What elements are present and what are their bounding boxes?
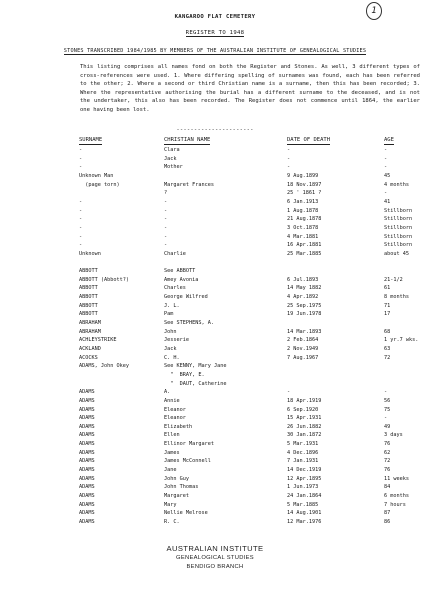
christian-name-cell: -	[164, 207, 168, 214]
surname-cell: ADAMS	[79, 458, 95, 465]
date-of-death-cell: 7 Jan.1931	[287, 458, 319, 465]
surname-cell: ADAMS	[79, 518, 95, 525]
christian-name-cell: R. C.	[164, 518, 180, 525]
table-row	[0, 406, 430, 414]
christian-name-cell: Nellie Melrose	[164, 510, 208, 517]
age-cell: 4 months	[384, 181, 409, 188]
date-of-death-cell: 25 Sep.1975	[287, 302, 322, 309]
table-row	[0, 181, 430, 189]
surname-cell: ADAMS	[79, 493, 95, 499]
christian-name-cell: Amey Avonia	[164, 276, 199, 283]
table-row	[0, 354, 430, 362]
page-number: 1	[366, 2, 382, 20]
date-of-death-cell: 4 Dec.1896	[287, 449, 319, 456]
christian-name-cell: -	[164, 224, 168, 231]
age-cell: 3 days	[384, 432, 403, 439]
surname-cell: ACKLAND	[79, 345, 101, 352]
date-of-death-cell: 2 Feb.1864	[287, 337, 319, 344]
table-row	[0, 241, 430, 249]
table-row	[0, 284, 430, 292]
christian-name-cell: James	[164, 449, 180, 456]
table-row	[0, 328, 430, 336]
surname-cell: ACHLEYSTRIKE	[79, 337, 117, 344]
surname-cell: -	[79, 216, 83, 223]
date-of-death-cell: 12 Mar.1976	[287, 518, 322, 525]
christian-name-cell: Eleanor	[164, 406, 186, 413]
surname-cell: ADAMS	[79, 441, 95, 448]
christian-name-cell: John	[164, 328, 177, 335]
date-of-death-cell: 14 Aug.1901	[287, 510, 322, 517]
table-row	[0, 371, 430, 379]
table-row	[0, 302, 430, 310]
column-header-date-of-death: DATE OF DEATH	[287, 137, 331, 143]
date-of-death-cell: 6 Jan.1913	[287, 198, 319, 205]
christian-name-cell: John Guy	[164, 475, 189, 482]
surname-cell: ABRAHAM	[79, 328, 101, 335]
table-row	[0, 431, 430, 439]
table-row	[0, 449, 430, 457]
age-cell: 7 hours	[384, 501, 406, 508]
table-row	[0, 414, 430, 422]
surname-cell: (page torn)	[79, 181, 120, 188]
table-row	[0, 319, 430, 327]
christian-name-cell: Jane	[164, 467, 177, 474]
table-row	[0, 258, 430, 266]
footer-genealogical: GENEALOGICAL STUDIES	[176, 555, 254, 561]
table-row	[0, 267, 430, 275]
table-row	[0, 146, 430, 154]
age-cell: Stillborn	[384, 242, 413, 249]
date-of-death-cell: -	[287, 155, 291, 162]
table-row	[0, 509, 430, 517]
date-of-death-cell: 4 Mar.1881	[287, 233, 319, 240]
age-cell: -	[384, 389, 388, 396]
separator-dashes: ----------------------	[176, 127, 254, 133]
footer-branch: BENDIGO BRANCH	[186, 564, 244, 570]
surname-cell: -	[79, 207, 83, 214]
table-row	[0, 457, 430, 465]
surname-cell: Unknown	[79, 250, 101, 257]
christian-name-cell: See STEPHENS, A.	[164, 320, 214, 326]
column-header-christian-name: CHRISTIAN NAME	[164, 137, 211, 143]
table-row	[0, 250, 430, 258]
subtitle-text: REGISTER TO 1948	[185, 30, 245, 36]
document-subtitle	[0, 30, 430, 36]
age-cell: 11 weeks	[384, 475, 409, 482]
age-cell: 8 months	[384, 294, 409, 301]
age-cell: 86	[384, 518, 391, 525]
age-cell: 87	[384, 510, 391, 517]
age-cell: 21-1/2	[384, 276, 403, 283]
christian-name-cell: See ABBOTT	[164, 268, 196, 275]
age-cell: -	[384, 147, 388, 153]
age-cell: Stillborn	[384, 207, 413, 214]
surname-cell: ADAMS	[79, 432, 95, 439]
date-of-death-cell: 18 Apr.1919	[287, 397, 322, 404]
christian-name-cell: -	[164, 198, 168, 205]
christian-name-cell: Mother	[164, 164, 183, 171]
christian-name-cell: Pam	[164, 311, 174, 318]
age-cell: -	[384, 415, 388, 422]
christian-name-cell: Elizabeth	[164, 423, 193, 430]
surname-cell: ADAMS	[79, 484, 95, 491]
christian-name-cell: Jack	[164, 155, 177, 162]
footer-institute: AUSTRALIAN INSTITUTE	[166, 544, 264, 553]
age-cell: Stillborn	[384, 224, 413, 231]
christian-name-cell: -	[164, 233, 168, 240]
surname-cell: ADAMS	[79, 501, 95, 508]
date-of-death-cell: 4 Apr.1892	[287, 294, 319, 301]
christian-name-cell: Ellen	[164, 432, 180, 439]
date-of-death-cell: 1 Aug.1878	[287, 207, 319, 214]
christian-name-cell: Charlie	[164, 250, 186, 257]
date-of-death-cell: 25 ' 1861 ?	[287, 190, 322, 197]
christian-name-cell: John Thomas	[164, 484, 199, 491]
surname-cell: ABBOTT	[79, 302, 98, 309]
surname-cell: ADAMS	[79, 423, 95, 430]
surname-cell: ADAMS	[79, 415, 95, 422]
surname-cell: ADAMS	[79, 449, 95, 456]
date-of-death-cell: 2 Nov.1949	[287, 345, 319, 352]
table-row	[0, 345, 430, 353]
age-cell: -	[384, 190, 388, 197]
table-row	[0, 518, 430, 526]
christian-name-cell: See KENNY, Mary Jane	[164, 363, 227, 370]
surname-cell: ADAMS, John Okey	[79, 363, 129, 370]
age-cell: 45	[384, 172, 391, 179]
date-of-death-cell: -	[287, 389, 291, 396]
date-of-death-cell: 14 May 1882	[287, 285, 322, 292]
christian-name-cell: A.	[164, 389, 171, 396]
date-of-death-cell: 1 Jun.1973	[287, 484, 319, 491]
surname-cell: ADAMS	[79, 467, 95, 474]
table-row	[0, 215, 430, 223]
date-of-death-cell: 9 Aug.1899	[287, 172, 319, 179]
table-row	[0, 207, 430, 215]
date-of-death-cell: -	[287, 164, 291, 171]
age-cell: 61	[384, 285, 391, 292]
age-cell: 17	[384, 311, 391, 318]
surname-cell: -	[79, 198, 83, 205]
date-of-death-cell: 25 Mar.1885	[287, 250, 322, 257]
table-row	[0, 397, 430, 405]
christian-name-cell: Ellinor Margaret	[164, 441, 214, 448]
date-of-death-cell: 19 Jun.1978	[287, 311, 322, 318]
surname-cell: -	[79, 224, 83, 231]
age-cell: 84	[384, 484, 391, 491]
stones-text: STONES TRANSCRIBED 1984/1985 BY MEMBERS OF THE AUSTRALIAN INSTITUTE OF GENEALOGICAL STUDIES	[63, 48, 367, 54]
surname-cell: -	[79, 147, 83, 153]
column-header-surname: SURNAME	[79, 137, 103, 143]
table-row	[0, 362, 430, 370]
age-cell: 71	[384, 302, 391, 309]
date-of-death-cell: 15 Apr.1931	[287, 415, 322, 422]
christian-name-cell: Mary	[164, 501, 177, 508]
christian-name-cell: -	[164, 216, 168, 223]
date-of-death-cell: 16 Apr.1881	[287, 242, 322, 249]
date-of-death-cell: 14 Dec.1919	[287, 467, 322, 474]
christian-name-cell: Jesserie	[164, 337, 189, 344]
surname-cell: ABBOTT	[79, 294, 98, 301]
table-row	[0, 388, 430, 396]
date-of-death-cell: 6 Sep.1920	[287, 406, 319, 413]
age-cell: 68	[384, 328, 391, 335]
surname-cell: ABRAHAM	[79, 320, 101, 326]
christian-name-cell: " DAUT, Catherine	[164, 380, 227, 387]
christian-name-cell: " BRAY, E.	[164, 371, 205, 378]
christian-name-cell: James McConnell	[164, 458, 211, 465]
age-cell: 75	[384, 406, 391, 413]
table-row	[0, 155, 430, 163]
table-row	[0, 310, 430, 318]
table-row	[0, 466, 430, 474]
table-row	[0, 224, 430, 232]
christian-name-cell: Annie	[164, 397, 180, 404]
age-cell: 49	[384, 423, 391, 430]
christian-name-cell: J. L.	[164, 302, 180, 309]
table-row	[0, 440, 430, 448]
table-row	[0, 483, 430, 491]
date-of-death-cell: 6 Jul.1893	[287, 276, 319, 283]
age-cell: 72	[384, 354, 391, 361]
age-cell: 63	[384, 345, 391, 352]
age-cell: 76	[384, 467, 391, 474]
christian-name-cell: Eleanor	[164, 415, 186, 422]
christian-name-cell: Margaret Frances	[164, 181, 214, 188]
christian-name-cell: -	[164, 242, 168, 249]
table-row	[0, 293, 430, 301]
table-row	[0, 380, 430, 388]
date-of-death-cell: 3 Oct.1878	[287, 224, 319, 231]
date-of-death-cell: 26 Jun.1882	[287, 423, 322, 430]
surname-cell: -	[79, 164, 83, 171]
christian-name-cell: George Wilfred	[164, 294, 208, 301]
surname-cell: -	[79, 233, 83, 240]
surname-cell: ADAMS	[79, 397, 95, 404]
table-row	[0, 233, 430, 241]
surname-cell: ABBOTT	[79, 311, 98, 318]
surname-cell: ACOCKS	[79, 354, 98, 361]
christian-name-cell: ?	[164, 190, 168, 197]
stones-heading	[0, 48, 430, 54]
surname-cell: -	[79, 242, 83, 249]
column-header-age: AGE	[384, 137, 394, 143]
age-cell: Stillborn	[384, 233, 413, 240]
age-cell: 1 yr.7 wks.	[384, 337, 419, 344]
document-title: KANGAROO FLAT CEMETERY	[174, 14, 256, 20]
table-row	[0, 492, 430, 500]
date-of-death-cell: 24 Jan.1864	[287, 493, 322, 499]
age-cell: about 45	[384, 250, 409, 257]
christian-name-cell: C. H.	[164, 354, 180, 361]
date-of-death-cell: 12 Apr.1895	[287, 475, 322, 482]
age-cell: Stillborn	[384, 216, 413, 223]
age-cell: -	[384, 164, 388, 171]
date-of-death-cell: 18 Nov.1897	[287, 181, 322, 188]
date-of-death-cell: 5 Mar.1931	[287, 441, 319, 448]
surname-cell: ADAMS	[79, 406, 95, 413]
table-row	[0, 501, 430, 509]
surname-cell: Unknown Man	[79, 172, 114, 179]
table-row	[0, 189, 430, 197]
table-row	[0, 198, 430, 206]
christian-name-cell: Margaret	[164, 493, 189, 499]
date-of-death-cell: 7 Aug.1967	[287, 354, 319, 361]
date-of-death-cell: 14 Mar.1893	[287, 328, 322, 335]
date-of-death-cell: -	[287, 147, 291, 153]
christian-name-cell: Clara	[164, 147, 180, 153]
table-row	[0, 276, 430, 284]
surname-cell: ADAMS	[79, 389, 95, 396]
age-cell: 41	[384, 198, 391, 205]
table-row	[0, 336, 430, 344]
surname-cell: ADAMS	[79, 510, 95, 517]
surname-cell: ADAMS	[79, 475, 95, 482]
surname-cell: ABBOTT	[79, 268, 98, 275]
age-cell: 6 months	[384, 493, 409, 499]
age-cell: 72	[384, 458, 391, 465]
table-row	[0, 163, 430, 171]
intro-paragraph: This listing comprises all names fond on both the Register and Stones. As well, 3 different types of cross-references were used. 1. Where differing spelling of surnames was found, each has been referred to the other; 2. Where a second or third Christian name is a surname, then this has been recorded; 3. Where the representative authorising the burial has a different surname to the deceased, and is not the undertaker, this also has been recorded. The Register does not commence until 1864, the earlier one having been lost.	[80, 64, 420, 113]
surname-cell: -	[79, 155, 83, 162]
table-row	[0, 172, 430, 180]
table-row	[0, 423, 430, 431]
christian-name-cell: Charles	[164, 285, 186, 292]
age-cell: 56	[384, 397, 391, 404]
christian-name-cell: Jack	[164, 345, 177, 352]
date-of-death-cell: 5 Mar.1885	[287, 501, 319, 508]
surname-cell: ABBOTT (Abbott?)	[79, 276, 129, 283]
date-of-death-cell: 30 Jan.1872	[287, 432, 322, 439]
surname-cell: ABBOTT	[79, 285, 98, 292]
age-cell: 76	[384, 441, 391, 448]
table-row	[0, 475, 430, 483]
age-cell: 62	[384, 449, 391, 456]
age-cell: -	[384, 155, 388, 162]
date-of-death-cell: 21 Aug.1878	[287, 216, 322, 223]
